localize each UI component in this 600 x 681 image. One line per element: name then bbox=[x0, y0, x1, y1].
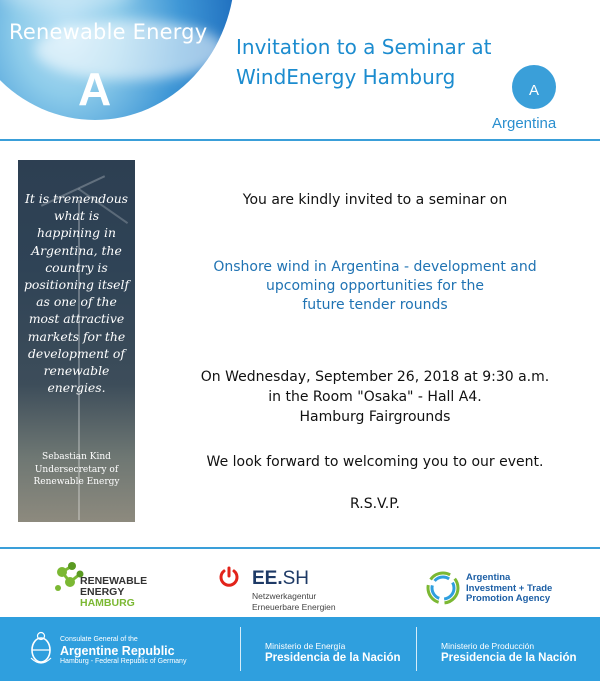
argentina-logo-text: Argentina bbox=[492, 115, 557, 132]
invitation-title-line2: WindEnergy Hamburg bbox=[236, 65, 456, 89]
brand-letter: A bbox=[78, 63, 112, 115]
eesh-subtitle-line: Erneuerbare Energien bbox=[252, 601, 336, 612]
quote-author bbox=[22, 451, 131, 489]
eesh-logo-name bbox=[252, 568, 309, 590]
footer-divider bbox=[416, 627, 417, 671]
partners-divider bbox=[0, 547, 600, 549]
argentina-logo-letter: A bbox=[528, 82, 539, 99]
footer-divider bbox=[240, 627, 241, 671]
event-details bbox=[150, 367, 600, 427]
quote-author-role: Renewable Energy bbox=[33, 477, 120, 487]
event-venue: Hamburg Fairgrounds bbox=[299, 409, 451, 425]
eesh-logo-subtitle bbox=[252, 591, 336, 612]
power-icon bbox=[218, 566, 240, 588]
agency-logo-line: Argentina bbox=[466, 572, 511, 583]
ministry-energy-block bbox=[265, 641, 401, 665]
agency-logo-line: Investment + Trade bbox=[466, 582, 553, 594]
consulate-line: Consulate General of the bbox=[60, 636, 138, 643]
ring-logo-icon bbox=[425, 570, 461, 606]
brand-title: Renewable Energy bbox=[9, 20, 208, 44]
quote-text: It is tremendous what is happining in Argentina, the country is positioning itself as one of the most attractive markets for the development of renewable energies. bbox=[23, 191, 130, 396]
reh-logo-line: ENERGY bbox=[80, 586, 125, 598]
rsvp-text: R.S.V.P. bbox=[350, 496, 400, 512]
consulate-line: Hamburg - Federal Republic of Germany bbox=[60, 658, 187, 665]
quote-panel bbox=[18, 160, 135, 522]
renewable-energy-hamburg-logo bbox=[80, 576, 147, 609]
ministry-presidency: Presidencia de la Nación bbox=[265, 652, 401, 664]
consulate-block bbox=[60, 636, 186, 666]
eesh-logo-main: EE. bbox=[252, 568, 283, 589]
eesh-logo-sh: SH bbox=[282, 568, 310, 589]
quote-author-role: Undersecretary of bbox=[34, 464, 119, 475]
ministry-presidency: Presidencia de la Nación bbox=[441, 652, 577, 664]
header-divider bbox=[0, 139, 600, 141]
eesh-subtitle-line: Netzwerkagentur bbox=[252, 591, 317, 601]
cloud-graphic bbox=[0, 0, 135, 10]
reh-logo-line: HAMBURG bbox=[80, 597, 135, 609]
ministry-name: Ministerio de Energía bbox=[265, 641, 346, 651]
seminar-topic bbox=[150, 258, 600, 315]
seminar-topic-line: Onshore wind in Argentina - development and bbox=[213, 259, 537, 275]
renewable-energy-sky-badge bbox=[0, 0, 235, 120]
investment-agency-logo bbox=[466, 573, 552, 605]
agency-logo-line: Promotion Agency bbox=[466, 593, 551, 604]
event-room: in the Room "Osaka" - Hall A4. bbox=[268, 389, 482, 405]
seminar-topic-line: future tender rounds bbox=[302, 297, 448, 313]
ministry-production-block bbox=[441, 641, 577, 665]
seminar-topic-line: upcoming opportunities for the bbox=[266, 278, 484, 294]
consulate-name: Argentine Republic bbox=[60, 644, 175, 658]
event-date: On Wednesday, September 26, 2018 at 9:30 a.m. bbox=[200, 369, 550, 385]
welcome-text: We look forward to welcoming you to our event. bbox=[206, 454, 544, 470]
invitation-intro: You are kindly invited to a seminar on bbox=[242, 192, 508, 208]
quote-author-name: Sebastian Kind bbox=[42, 452, 111, 462]
invitation-title-line1: Invitation to a Seminar at bbox=[236, 35, 492, 59]
header bbox=[0, 0, 600, 138]
ministry-name: Ministerio de Producción bbox=[441, 641, 535, 651]
reh-logo-line: RENEWABLE bbox=[80, 575, 148, 587]
invitation-title bbox=[236, 32, 491, 92]
argentine-crest-icon bbox=[28, 628, 54, 670]
